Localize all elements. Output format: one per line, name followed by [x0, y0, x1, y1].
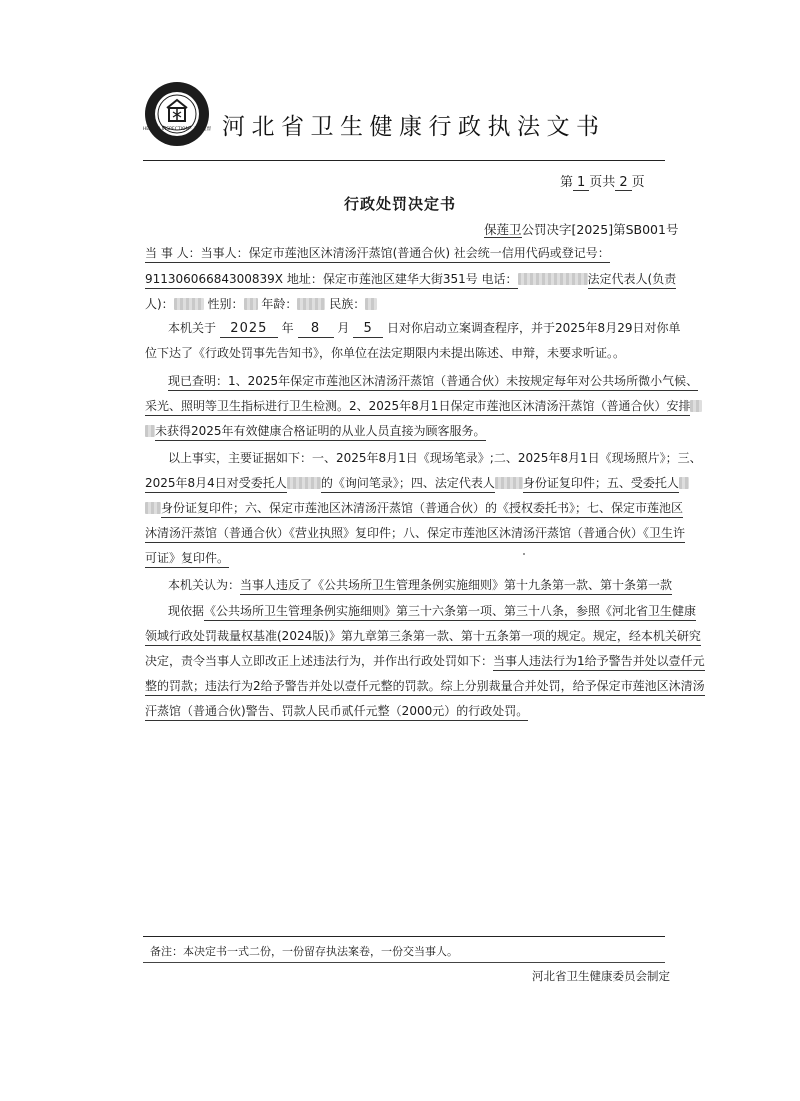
decision-line-1 — [168, 603, 696, 619]
case-line-1 — [168, 320, 680, 338]
decision-text-1a: 现依据 — [168, 604, 205, 618]
page-number — [560, 171, 645, 191]
docnum-prefix: 保莲卫 — [484, 222, 522, 237]
footer-maker: 河北省卫生健康委员会制定 — [532, 969, 670, 983]
docnum-rest: 公罚决字[2025]第SB001号 — [521, 222, 679, 237]
evidence-line-5 — [145, 550, 229, 566]
party-line-1 — [145, 245, 610, 261]
health-inspection-seal — [143, 80, 211, 148]
case-c: 月 — [337, 321, 350, 335]
evidence-text-4: 沐清汤汗蒸馆（普通合伙）《营业执照》复印件；八、保定市莲池区沐清汤汗蒸馆（普通合伙）《卫生许 — [145, 526, 685, 543]
evidence-text-3: 身份证复印件；六、保定市莲池区沐清汤汗蒸馆（普通合伙）的《授权委托书》；七、保定市莲池区 — [161, 501, 683, 518]
case-day: 5 — [353, 321, 383, 338]
facts-line-1 — [168, 373, 698, 389]
decision-line-3 — [145, 653, 705, 669]
redacted-employee-2 — [145, 425, 155, 437]
redacted-age — [297, 298, 325, 310]
evidence-text-2b: 的《询问笔录》；四、法定代表人 — [321, 476, 495, 493]
footer-remark: 备注：本决定书一式二份，一份留存执法案卷，一份交当事人。 — [150, 945, 458, 958]
decision-text-3a: 决定，责令当事人立即改正上述违法行为，并作出行政处罚如下： — [145, 654, 494, 668]
page-total: 2 — [615, 175, 631, 191]
evidence-text-1: 以上事实，主要证据如下：一、2025年8月1日《现场笔录》;二、2025年8月1日《现场照片》；三、 — [168, 451, 702, 465]
footer-divider-top — [143, 936, 665, 937]
evidence-line-3 — [145, 500, 683, 516]
case-a: 本机关于 — [168, 321, 217, 335]
decision-text-1b: 《公共场所卫生管理条例实施细则》第三十六条第一项、第三十八条，参照《河北省卫生健康 — [204, 604, 696, 621]
case-text-2: 位下达了《行政处罚事先告知书》，你单位在法定期限内未提出陈述、申辩，未要求听证。。 — [145, 346, 626, 360]
evidence-line-1 — [168, 450, 702, 466]
evidence-text-5: 可证》复印件。 — [145, 551, 229, 568]
party-text-1: 当 事 人：当事人：保定市莲池区沐清汤汗蒸馆(普通合伙) 社会统一信用代码或登记号： — [145, 246, 610, 263]
decision-text-4: 整的罚款；违法行为2给予警告并处以壹仟元整的罚款。综上分别裁量合并处罚，给予保定市莲池区沐清汤 — [145, 679, 705, 696]
case-year: 2025 — [220, 321, 278, 338]
party-text-3c: 年龄： — [261, 297, 298, 311]
redacted-agent — [287, 477, 321, 489]
violation-line — [168, 577, 672, 593]
case-month: 8 — [298, 321, 334, 338]
header-divider — [143, 160, 665, 161]
decision-text-3b: 当事人违法行为1给予警告并处以壹仟元 — [493, 654, 705, 671]
evidence-line-2 — [145, 475, 689, 491]
page-suffix: 页 — [631, 175, 645, 190]
redacted-agent-3 — [145, 502, 161, 514]
facts-line-3 — [145, 423, 486, 439]
facts-line-2 — [145, 398, 702, 414]
seal-text: HEALTH INSPECTION · 卫生监督 — [143, 127, 211, 132]
document-number — [484, 220, 678, 238]
decision-line-2 — [145, 628, 701, 644]
party-text-2b: 法定代表人(负责 — [588, 272, 677, 289]
case-d: 日对你启动立案调查程序，并于2025年8月29日对你单 — [387, 321, 681, 335]
violation-a: 本机关认为： — [168, 578, 241, 592]
page-mid: 页共 — [589, 175, 616, 190]
redacted-phone — [518, 273, 588, 285]
redacted-employee — [690, 400, 702, 412]
decision-text-2: 领域行政处罚裁量权基准(2024版)》第九章第三条第一款、第十五条第一项的规定。规定，经本机关研究 — [145, 629, 701, 646]
party-line-3 — [145, 296, 377, 312]
footer-divider-bottom — [143, 962, 665, 963]
party-line-2 — [145, 271, 676, 287]
decision-line-4 — [145, 678, 705, 694]
evidence-text-2a: 2025年8月4日对受委托人 — [145, 476, 287, 493]
redacted-agent-2 — [679, 477, 689, 489]
decision-line-5 — [145, 703, 528, 719]
stray-mark — [523, 553, 525, 555]
facts-text-2: 采光、照明等卫生指标进行卫生检测。2、2025年8月1日保定市莲池区沐清汤汗蒸馆（普通合伙）安排 — [145, 399, 690, 416]
page-current: 1 — [573, 175, 589, 191]
case-line-2 — [145, 345, 625, 361]
party-text-3b: 性别： — [207, 297, 244, 311]
violation-b: 当事人违反了《公共场所卫生管理条例实施细则》第十九条第一款、第十条第一款 — [240, 578, 672, 595]
evidence-text-2c: 身份证复印件；五、受委托人 — [523, 476, 679, 493]
redacted-ethnicity — [365, 298, 377, 310]
party-text-3d: 民族： — [329, 297, 366, 311]
case-b: 年 — [281, 321, 294, 335]
agency-header: 河北省卫生健康行政执法文书 — [222, 114, 606, 140]
document-title: 行政处罚决定书 — [343, 195, 456, 213]
evidence-line-4 — [145, 525, 685, 541]
facts-text-1: 现已查明：1、2025年保定市莲池区沐清汤汗蒸馆（普通合伙）未按规定每年对公共场所微小气候、 — [168, 374, 698, 391]
decision-text-5: 汗蒸馆（普通合伙)警告、罚款人民币贰仟元整（2000元）的行政处罚。 — [145, 704, 528, 721]
party-text-3a: 人)： — [145, 297, 174, 311]
page-prefix: 第 — [560, 175, 574, 190]
redacted-name — [174, 298, 204, 310]
redacted-rep — [495, 477, 523, 489]
redacted-gender — [244, 298, 258, 310]
party-text-2a: 91130606684300839X 地址：保定市莲池区建华大街351号 电话： — [145, 272, 518, 289]
facts-text-3: 未获得2025年有效健康合格证明的从业人员直接为顾客服务。 — [155, 424, 486, 441]
